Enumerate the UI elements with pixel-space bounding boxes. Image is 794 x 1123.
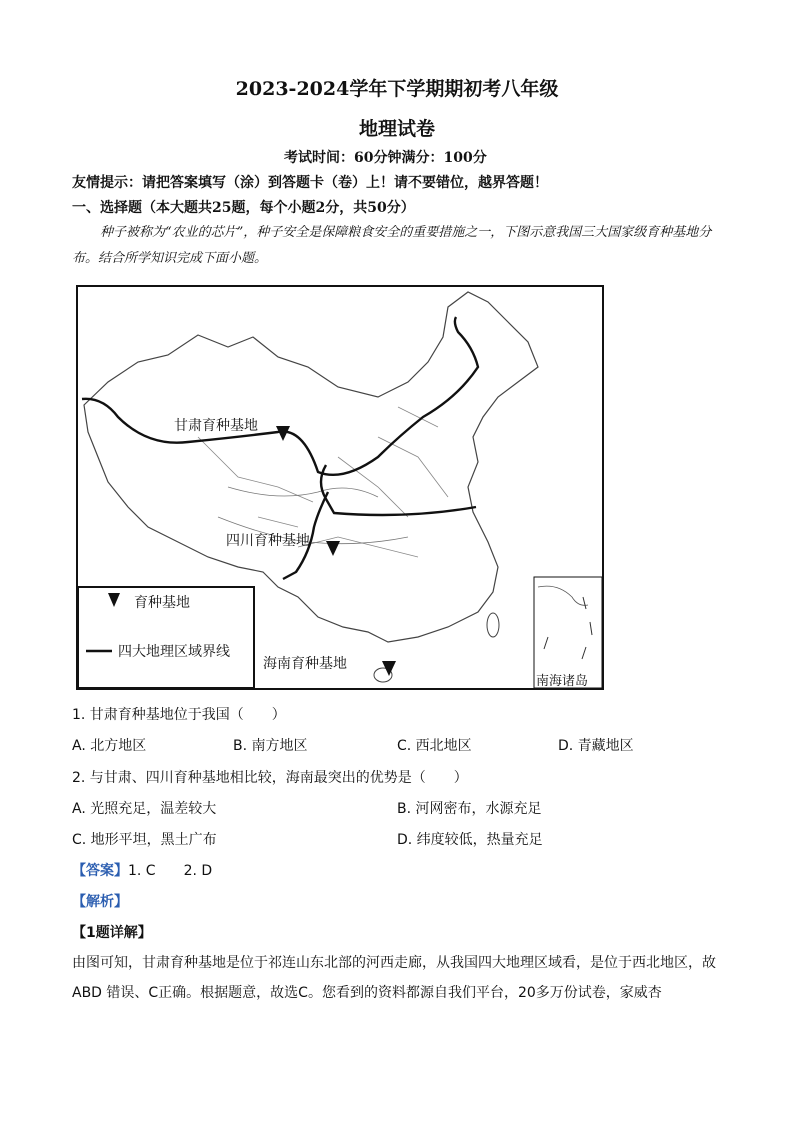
map-graphic bbox=[78, 287, 602, 688]
question-intro: 种子被称为“农业的芯片”，种子安全是保障粮食安全的重要措施之一，下图示意我国三大国家级育种基地分布。结合所学知识完成下面小题。 bbox=[72, 225, 712, 266]
region-boundary-1 bbox=[82, 317, 478, 475]
section-heading: 一、选择题（本大题共25题，每个小题2分，共50分） bbox=[72, 200, 415, 216]
exam-subtitle: 地理试卷 bbox=[358, 118, 435, 140]
analysis-tag: 【解析】 bbox=[72, 894, 128, 910]
south-sea-label: 南海诸岛 bbox=[536, 674, 589, 688]
question-1-stem: 1. 甘肃育种基地位于我国（ ） bbox=[72, 707, 286, 723]
q2-option-c[interactable]: C. 地形平坦，黑土广布 bbox=[72, 832, 217, 848]
china-breeding-base-map bbox=[76, 285, 604, 690]
answer-tag: 【答案】 bbox=[72, 863, 128, 879]
legend-base-label: 育种基地 bbox=[134, 595, 190, 611]
legend-boundary-label: 四大地理区域界线 bbox=[118, 644, 230, 660]
analysis-text: 由图可知，甘肃育种基地是位于祁连山东北部的河西走廊，从我国四大地理区域看，是位于西北地区，故ABD 错误、C正确。根据题意，故选C。您看到的资料都源自我们平台，20多万份试卷，家威杏 bbox=[72, 955, 716, 1001]
q2-option-b[interactable]: B. 河网密布，水源充足 bbox=[397, 801, 542, 817]
exam-title: 2023-2024学年下学期期初考八年级 bbox=[235, 78, 559, 100]
sichuan-base-marker bbox=[326, 541, 340, 556]
question-2-stem: 2. 与甘肃、四川育种基地相比较，海南最突出的优势是（ ） bbox=[72, 770, 468, 786]
answer-text: 1. C 2. D bbox=[128, 863, 213, 879]
taiwan-island bbox=[487, 613, 499, 637]
q1-option-a[interactable]: A. 北方地区 bbox=[72, 738, 147, 754]
q2-option-d[interactable]: D. 纬度较低，热量充足 bbox=[397, 832, 543, 848]
gansu-base-marker bbox=[276, 426, 290, 441]
exam-info: 考试时间：60分钟满分：100分 bbox=[284, 150, 487, 166]
q2-option-a[interactable]: A. 光照充足，温差较大 bbox=[72, 801, 217, 817]
answer-line bbox=[72, 860, 212, 880]
q1-option-c[interactable]: C. 西北地区 bbox=[397, 738, 472, 754]
detail-tag: 【1题详解】 bbox=[72, 925, 152, 941]
sichuan-label: 四川育种基地 bbox=[226, 533, 310, 549]
hainan-label: 海南育种基地 bbox=[263, 656, 347, 672]
friendly-tip: 友情提示：请把答案填写（涂）到答题卡（卷）上！请不要错位，越界答题！ bbox=[72, 175, 548, 191]
q1-option-d[interactable]: D. 青藏地区 bbox=[558, 738, 634, 754]
gansu-label: 甘肃育种基地 bbox=[174, 418, 258, 434]
q1-option-b[interactable]: B. 南方地区 bbox=[233, 738, 308, 754]
